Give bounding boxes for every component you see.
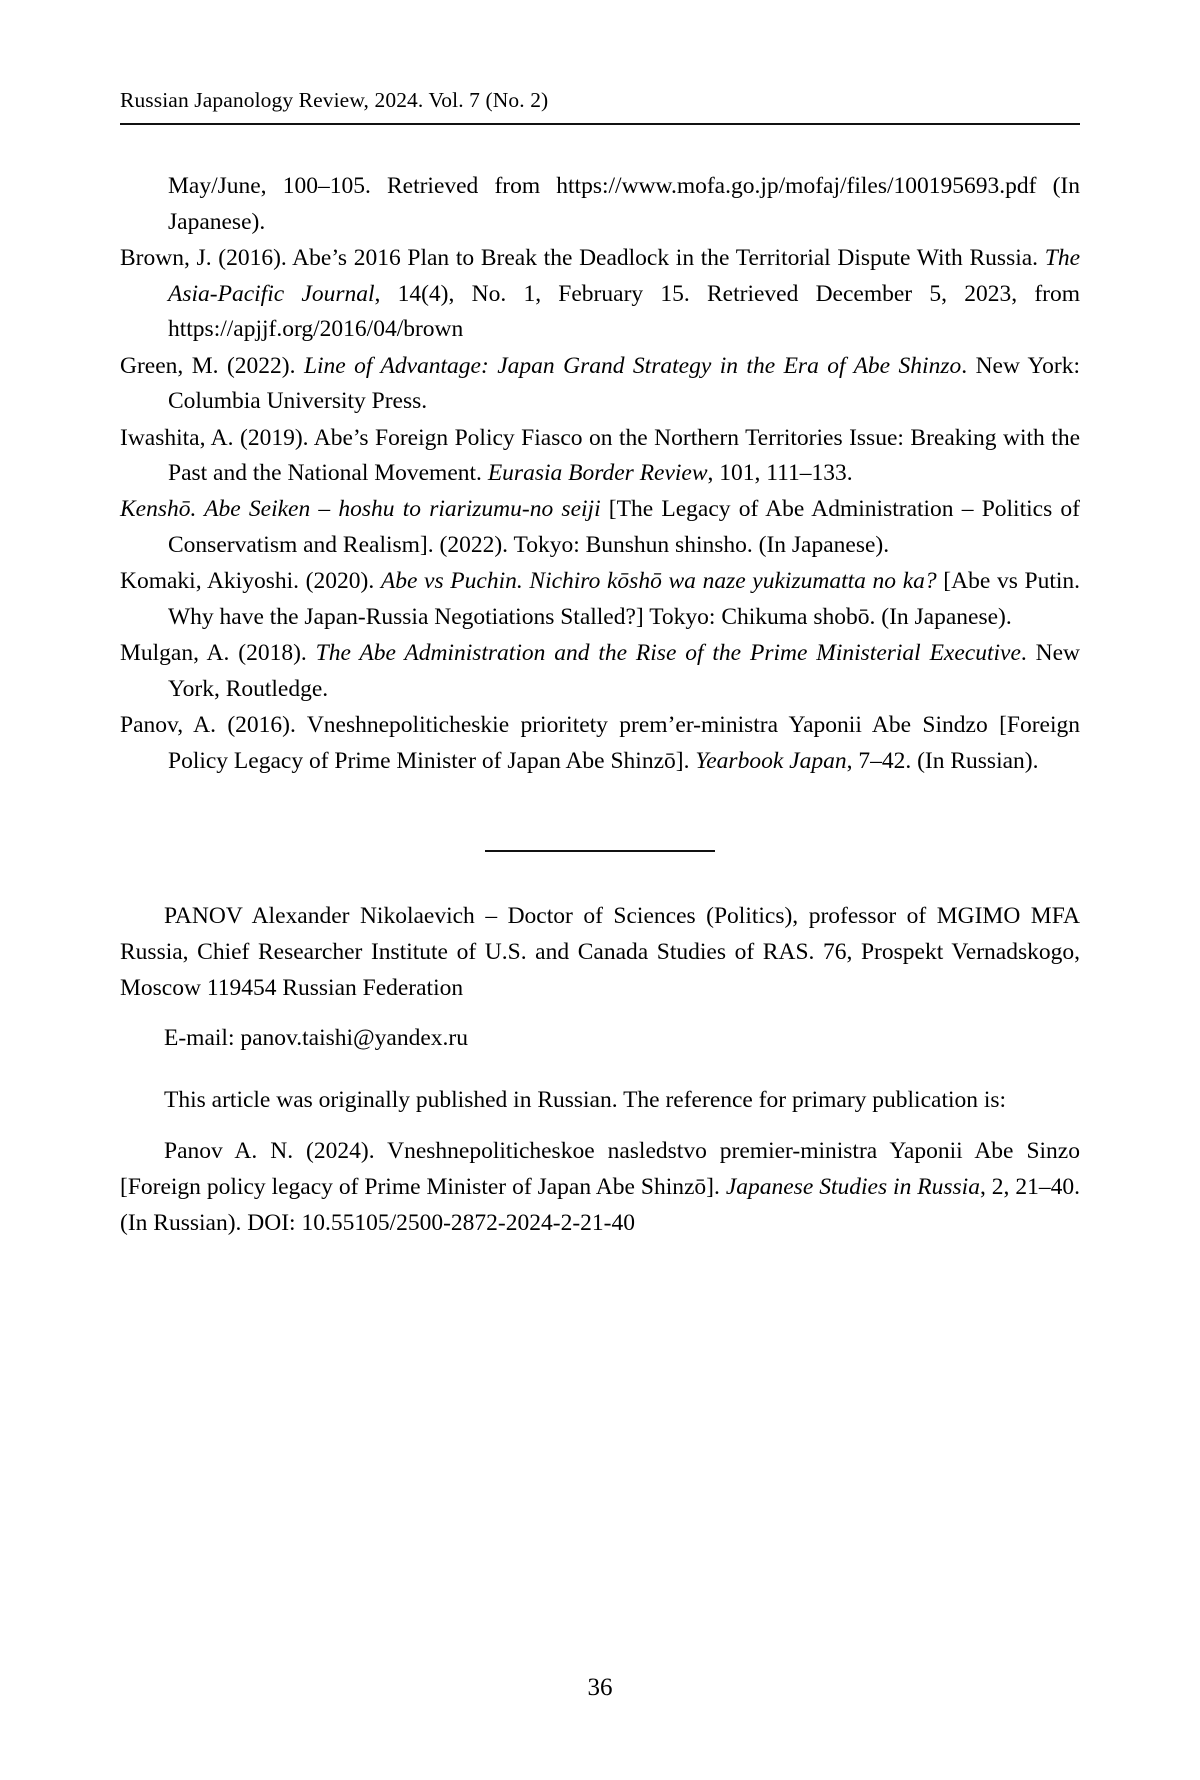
reference-text-post: . New York: Columbia University Press.	[168, 352, 1080, 415]
reference-text-post: [Abe vs Putin. Why have the Japan-Russia Negotiations Stalled?] Tokyo: Chikuma shobō. (In Japanese).	[168, 568, 1081, 631]
reference-text-pre: Panov, A. (2016). Vneshnepoliticheskie prioritety prem’er-ministra Yaponii Abe Sindzo [Foreign Policy Legacy of Prime Minister of Japan Abe Shinzō].	[120, 712, 1080, 774]
reference-text-pre: Mulgan, A. (2018).	[120, 640, 316, 667]
author-bio: PANOV Alexander Nikolaevich – Doctor of Sciences (Politics), professor of MGIMO MFA Russia, Chief Researcher Institute of U.S. and Canada Studies of RAS. 76, Prospekt Vernadskogo, Moscow 119454 Russian Federation	[120, 902, 1080, 1002]
reference-entry	[120, 241, 1080, 348]
reference-text-post: , 101, 111–133.	[707, 460, 853, 487]
reference-text-italic: Eurasia Border Review	[487, 460, 708, 487]
reference-text-italic: Line of Advantage: Japan Grand Strategy in the Era of Abe Shinzo	[303, 352, 962, 379]
reference-text-post: , 14(4), No. 1, February 15. Retrieved December 5, 2023, from https://apjjf.org/2016/04/brown	[168, 280, 1080, 343]
reference-text-italic: The Asia-Pacific Journal	[168, 244, 1080, 307]
primary-publication-reference	[120, 1133, 1080, 1242]
author-email: E-mail: panov.taishi@yandex.ru	[164, 1025, 468, 1052]
reference-text-italic: Kenshō. Abe Seiken – hoshu to riarizumu-no seiji	[120, 496, 601, 523]
reference-text-pre: Komaki, Akiyoshi. (2020).	[120, 568, 381, 595]
reference-entry	[120, 708, 1080, 779]
reference-entry	[120, 349, 1080, 420]
reference-entry-continued: May/June, 100–105. Retrieved from https://www.mofa.go.jp/mofaj/files/100195693.pdf (In Japanese).	[168, 173, 1080, 235]
running-head: Russian Japanology Review, 2024. Vol. 7 (No. 2)	[120, 88, 549, 112]
primary-ref-pre: Panov A. N. (2024). Vneshnepoliticheskoe nasledstvo premier-ministra Yaponii Abe Sinzo [Foreign policy legacy of Prime Minister of Japan Abe Shinzō].	[120, 1137, 1080, 1200]
primary-ref-post: , 2, 21–40. (In Russian). DOI: 10.55105/2500-2872-2024-2-21-40	[120, 1173, 1081, 1237]
primary-ref-italic: Japanese Studies in Russia	[725, 1173, 980, 1200]
reference-text-pre: Green, M. (2022).	[120, 352, 304, 379]
reference-text-post: , 7–42. (In Russian).	[846, 748, 1039, 774]
reference-text-pre: Iwashita, A. (2019). Abe’s Foreign Policy Fiasco on the Northern Territories Issue: Breaking with the Past and the National Movement.	[120, 424, 1080, 487]
reference-list	[120, 169, 1080, 780]
reference-text-italic: Yearbook Japan	[695, 748, 847, 774]
section-separator	[120, 842, 1080, 860]
separator-rule	[485, 850, 715, 852]
reference-text-italic: The Abe Administration and the Rise of the Prime Ministerial Executive	[315, 640, 1021, 667]
reference-text-pre: Brown, J. (2016). Abe’s 2016 Plan to Break the Deadlock in the Territorial Dispute With Russia.	[120, 244, 1045, 271]
header-rule	[120, 123, 1080, 125]
reference-entry	[120, 421, 1080, 492]
reference-text-post: [The Legacy of Abe Administration – Politics of Conservatism and Realism]. (2022). Tokyo: Bunshun shinsho. (In Japanese).	[168, 496, 1081, 559]
primary-publication-note: This article was originally published in Russian. The reference for primary publication is:	[164, 1087, 1007, 1114]
reference-text-italic: Abe vs Puchin. Nichiro kōshō wa naze yukizumatta no ka?	[380, 568, 937, 595]
page-number: 36	[587, 1674, 613, 1701]
reference-entry	[120, 636, 1080, 707]
reference-text-post: . New York, Routledge.	[168, 640, 1081, 703]
reference-entry	[120, 492, 1080, 563]
reference-entry	[120, 564, 1080, 635]
